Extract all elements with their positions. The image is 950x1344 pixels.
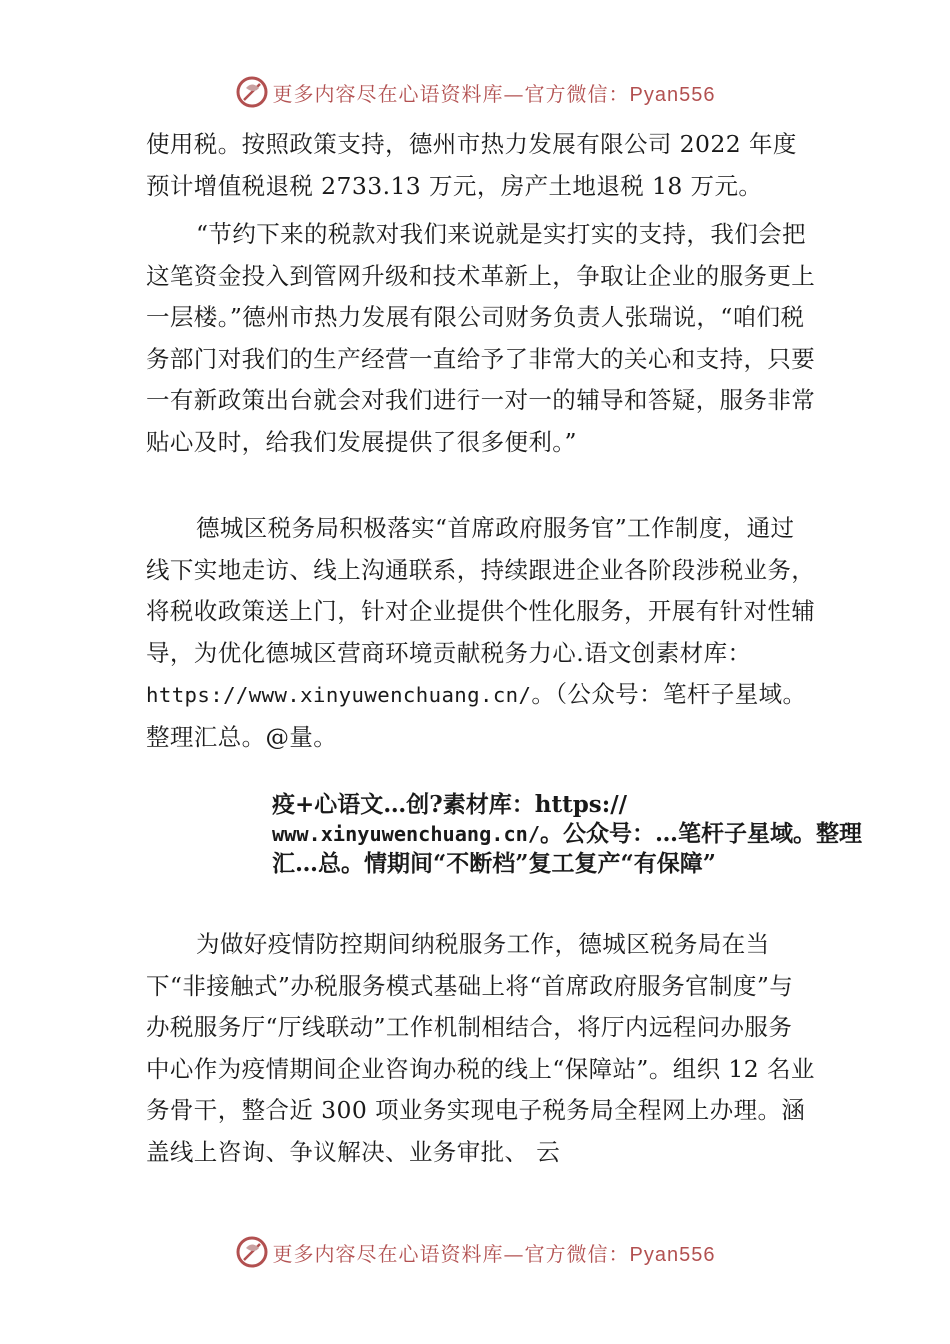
paragraph-service-officer: 德城区税务局积极落实“首席政府服务官”工作制度，通过线下实地走访、线上沟通联系，持续跟进企业各阶段涉税业务，将税收政策送上门，针对企业提供个性化服务，开展有针对性辅导，为优化德城区营商环境贡献税务力心.语文创素材库：https://www.xinyuwenchuang.cn/。（公众号：笔杆子星域。整理汇总。@量。: [146, 514, 816, 751]
watermark-banner-top: [0, 72, 950, 112]
wechat-id: Pyan556: [629, 1243, 716, 1266]
section-heading: 疫+心语文…创?素材库：https:// www.xinyuwenchuang.cn/。公众号：…笔杆子星域。整理汇…总。情期间“不断档”复工复产“有保障”: [272, 791, 863, 877]
paragraph-tax-refund: 使用税。按照政策支持，德州市热力发展有限公司 2022 年度预计增值税退税 2733.13 万元，房产土地退税 18 万元。: [146, 130, 797, 200]
paragraph-quote: “节约下来的税款对我们来说就是实打实的支持，我们会把这笔资金投入到管网升级和技术革新上，争取让企业的服务更上一层楼。”德州市热力发展有限公司财务负责人张瑞说，“咱们税务部门对我们的生产经营一直给予了非常大的关心和支持，只要一有新政策出台就会对我们进行一对一的辅导和答疑，服务非常贴心及时，给我们发展提供了很多便利。”: [146, 220, 816, 456]
paragraph-epidemic-service: 为做好疫情防控期间纳税服务工作，德城区税务局在当下“非接触式”办税服务模式基础上将“首席政府服务官制度”与办税服务厅“厅线联动”工作机制相结合，将厅内远程问办服务中心作为疫情期间企业咨询办税的线上“保障站”。组织 12 名业务骨干，整合近 300 项业务实现电子税务局全程网上办理。涵盖线上咨询、争议解决、业务审批、 云: [146, 930, 815, 1166]
url-link: https://www.xinyuwenchuang.cn/: [146, 683, 532, 707]
watermark-text: 更多内容尽在心语资料库—官方微信：Pyan556: [272, 1241, 716, 1266]
watermark-banner-bottom: [0, 1232, 950, 1272]
wechat-id: Pyan556: [629, 83, 716, 106]
watermark-text: 更多内容尽在心语资料库—官方微信：Pyan556: [272, 81, 716, 106]
brush-logo-icon: [235, 1235, 269, 1269]
brush-logo-icon: [235, 75, 269, 109]
